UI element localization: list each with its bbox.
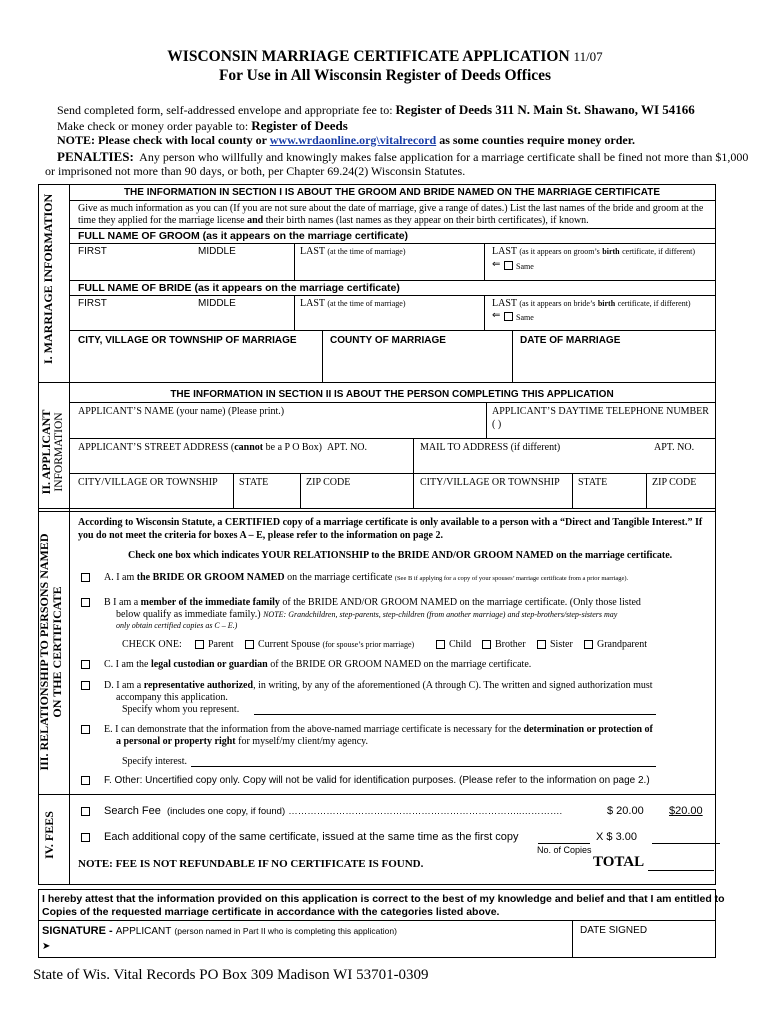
sister-checkbox[interactable] bbox=[537, 640, 546, 649]
marriage-date-label: DATE OF MARRIAGE bbox=[520, 335, 621, 346]
bride-middle-label: MIDDLE bbox=[198, 298, 236, 309]
represent-input-line[interactable] bbox=[254, 714, 656, 715]
additional-copy-price: X $ 3.00 bbox=[596, 831, 637, 843]
check-one-instruction: Check one box which indicates YOUR RELATIONSHIP to the BRIDE AND/OR GROOM NAMED on the marriage certificate. bbox=[128, 550, 673, 561]
current-spouse-checkbox[interactable] bbox=[245, 640, 254, 649]
bride-same-checkbox[interactable] bbox=[504, 312, 513, 321]
form-title: WISCONSIN MARRIAGE CERTIFICATE APPLICATION 11/07 bbox=[167, 48, 603, 65]
payable-to: Register of Deeds bbox=[251, 118, 348, 133]
option-d-text: D. I am a representative authorized, in writing, by any of the aforementioned (A through C). The written and signed authorization must bbox=[104, 680, 653, 691]
bride-same-label: Same bbox=[516, 313, 534, 322]
groom-same-arrow: ⇐ bbox=[492, 259, 501, 270]
note-line: NOTE: Please check with local county or www.wrdaonline.org\vitalrecord as some counties require money order. bbox=[57, 133, 635, 147]
child-label: Child bbox=[449, 639, 472, 650]
applicant-zip-label: ZIP CODE bbox=[306, 477, 351, 488]
form-subtitle: For Use in All Wisconsin Register of Deeds Offices bbox=[218, 67, 552, 84]
applicant-phone-paren: ( ) bbox=[492, 419, 502, 430]
groom-same-label: Same bbox=[516, 262, 534, 271]
check-one-label: CHECK ONE: bbox=[122, 639, 182, 650]
groom-birth-last-label: LAST (as it appears on groom’s birth certificate, if different) bbox=[492, 246, 696, 257]
section1-instructions-2: time they applied for the marriage license and their birth names (last names as they appear on their birth certificates), if known. bbox=[78, 215, 589, 226]
bride-first-label: FIRST bbox=[78, 298, 107, 309]
child-checkbox[interactable] bbox=[436, 640, 445, 649]
statute-line-1: According to Wisconsin Statute, a CERTIFIED copy of a marriage certificate is only available to a person with a “Direct and Tangible Interest.” If bbox=[78, 517, 703, 528]
brother-label: Brother bbox=[495, 639, 526, 650]
parent-label: Parent bbox=[208, 639, 234, 650]
applicant-street-label: APPLICANT’S STREET ADDRESS (cannot be a P O Box) APT. NO. bbox=[78, 442, 368, 453]
marriage-city-label: CITY, VILLAGE OR TOWNSHIP OF MARRIAGE bbox=[78, 335, 297, 346]
mail-state-label: STATE bbox=[578, 477, 608, 488]
additional-copy-text: Each additional copy of the same certificate, issued at the same time as the first copy bbox=[104, 831, 519, 843]
mail-apt-label: APT. NO. bbox=[654, 442, 695, 453]
applicant-phone-label: APPLICANT’S DAYTIME TELEPHONE NUMBER bbox=[492, 406, 709, 417]
groom-first-label: FIRST bbox=[78, 246, 107, 257]
payable-instructions: Make check or money order payable to: Register of Deeds bbox=[57, 118, 348, 133]
mail-to-label: MAIL TO ADDRESS (if different) bbox=[420, 442, 561, 453]
option-d-checkbox[interactable] bbox=[81, 681, 90, 690]
statute-line-2: you do not meet the criteria for boxes A – E, please refer to the information on page 2. bbox=[78, 530, 443, 541]
interest-input-line[interactable] bbox=[191, 766, 656, 767]
search-fee-price: $ 20.00 bbox=[607, 805, 644, 817]
option-f-text: F. Other: Uncertified copy only. Copy will not be valid for identification purposes. (Please refer to the information on page 2.) bbox=[104, 775, 650, 786]
penalties-line: PENALTIES: Any person who willfully and knowingly makes false application for a marriage certificate shall be fined not more than $1,000 bbox=[57, 149, 749, 164]
option-e-checkbox[interactable] bbox=[81, 725, 90, 734]
additional-copy-checkbox[interactable] bbox=[81, 833, 90, 842]
section2-label: II. APPLICANT INFORMATION bbox=[39, 409, 65, 495]
vital-record-link[interactable]: www.wrdaonline.org\vitalrecord bbox=[269, 133, 437, 147]
option-e-text-2: a personal or property right for myself/my client/my agency. bbox=[116, 736, 368, 747]
fee-note: NOTE: FEE IS NOT REFUNDABLE IF NO CERTIFICATE IS FOUND. bbox=[78, 858, 424, 870]
no-of-copies-label: No. of Copies bbox=[537, 845, 592, 855]
footer-address: State of Wis. Vital Records PO Box 309 Madison WI 53701-0309 bbox=[33, 967, 429, 983]
section1-instructions: Give as much information as you can (If you are not sure about the date of marriage, give a range of dates.) List the last names of the bride and groom at the bbox=[78, 203, 704, 214]
option-b-note-2: only obtain certified copies as C – E.) bbox=[116, 621, 238, 630]
applicant-city-label: CITY/VILLAGE OR TOWNSHIP bbox=[78, 477, 218, 488]
groom-name-header: FULL NAME OF GROOM (as it appears on the marriage certificate) bbox=[78, 230, 409, 242]
section3-label: III. RELATIONSHIP TO PERSONS NAMED ON THE CERTIFICATE bbox=[37, 533, 64, 771]
mail-city-label: CITY/VILLAGE OR TOWNSHIP bbox=[420, 477, 560, 488]
mail-zip-label: ZIP CODE bbox=[652, 477, 697, 488]
applicant-state-label: STATE bbox=[239, 477, 269, 488]
attest-line-2: Copies of the requested marriage certificate in accordance with the categories listed above. bbox=[42, 906, 500, 918]
option-d-text-2: accompany this application. bbox=[116, 692, 228, 703]
option-a-checkbox[interactable] bbox=[81, 573, 90, 582]
applicant-name-label: APPLICANT’S NAME (your name) (Please print.) bbox=[78, 406, 285, 417]
total-input-line[interactable] bbox=[648, 870, 714, 871]
groom-same-checkbox[interactable] bbox=[504, 261, 513, 270]
send-address: Register of Deeds 311 N. Main St. Shawano, WI 54166 bbox=[395, 102, 695, 117]
attest-line-1: I hereby attest that the information provided on this application is correct to the best of my knowledge and belief and that I am entitled to bbox=[42, 893, 725, 905]
brother-checkbox[interactable] bbox=[482, 640, 491, 649]
option-f-checkbox[interactable] bbox=[81, 776, 90, 785]
form-version: 11/07 bbox=[573, 49, 603, 64]
section1-label: I. MARRIAGE INFORMATION bbox=[41, 193, 55, 364]
additional-total-line[interactable] bbox=[652, 843, 720, 844]
total-label: TOTAL bbox=[593, 854, 645, 870]
signature-label: SIGNATURE - APPLICANT (person named in Part II who is completing this application) bbox=[42, 925, 397, 937]
bride-last-label: LAST (at the time of marriage) bbox=[300, 298, 406, 309]
option-b-text: B I am a member of the immediate family of the BRIDE AND/OR GROOM NAMED on the marriage certificate. (Only those listed bbox=[104, 597, 641, 608]
option-e-text: E. I can demonstrate that the information from the above-named marriage certificate is necessary for the determination or protection of bbox=[104, 724, 653, 735]
sister-label: Sister bbox=[550, 639, 573, 650]
option-b-text-2: below qualify as immediate family.) NOTE: Grandchildren, step-parents, step-children (from another marriage) and step-brothers/step-sisters may bbox=[116, 609, 618, 620]
groom-middle-label: MIDDLE bbox=[198, 246, 236, 257]
option-d-specify-label: Specify whom you represent. bbox=[122, 704, 240, 715]
section1-header: THE INFORMATION IN SECTION I IS ABOUT THE GROOM AND BRIDE NAMED ON THE MARRIAGE CERTIFICATE bbox=[123, 187, 661, 198]
search-fee-checkbox[interactable] bbox=[81, 807, 90, 816]
section2-header: THE INFORMATION IN SECTION II IS ABOUT THE PERSON COMPLETING THIS APPLICATION bbox=[170, 389, 614, 400]
option-a-text: A. I am the BRIDE OR GROOM NAMED on the marriage certificate (See B if applying for a copy of your spouses’ marriage certificate from a prior marriage). bbox=[104, 572, 629, 583]
section4-label: IV. FEES bbox=[42, 811, 56, 859]
option-e-specify-label: Specify interest. bbox=[122, 756, 187, 767]
copies-input-line[interactable] bbox=[538, 843, 590, 844]
grandparent-label: Grandparent bbox=[597, 639, 647, 650]
marriage-county-label: COUNTY OF MARRIAGE bbox=[330, 335, 446, 346]
send-instructions: Send completed form, self-addressed envelope and appropriate fee to: Register of Deeds 311 N. Main St. Shawano, WI 54166 bbox=[57, 102, 695, 117]
groom-last-label: LAST (at the time of marriage) bbox=[300, 246, 406, 257]
search-fee-text: Search Fee (includes one copy, if found) ………………………………………………………………..…………. bbox=[104, 805, 563, 817]
bride-birth-last-label: LAST (as it appears on bride’s birth certificate, if different) bbox=[492, 298, 691, 309]
current-spouse-label: Current Spouse (for spouse’s prior marriage) bbox=[258, 639, 415, 650]
bride-name-header: FULL NAME OF BRIDE (as it appears on the marriage certificate) bbox=[78, 282, 400, 294]
search-fee-total: $20.00 bbox=[669, 805, 703, 817]
grandparent-checkbox[interactable] bbox=[584, 640, 593, 649]
date-signed-label: DATE SIGNED bbox=[580, 925, 648, 936]
bride-same-arrow: ⇐ bbox=[492, 310, 501, 321]
option-b-checkbox[interactable] bbox=[81, 598, 90, 607]
penalties-line-2: or imprisoned not more than 90 days, or both, per Chapter 69.24(2) Wisconsin Statutes. bbox=[45, 164, 466, 178]
signature-arrow-icon: ➤ bbox=[42, 941, 51, 952]
parent-checkbox[interactable] bbox=[195, 640, 204, 649]
option-c-text: C. I am the legal custodian or guardian of the BRIDE OR GROOM NAMED on the marriage certificate. bbox=[104, 659, 532, 670]
option-c-checkbox[interactable] bbox=[81, 660, 90, 669]
